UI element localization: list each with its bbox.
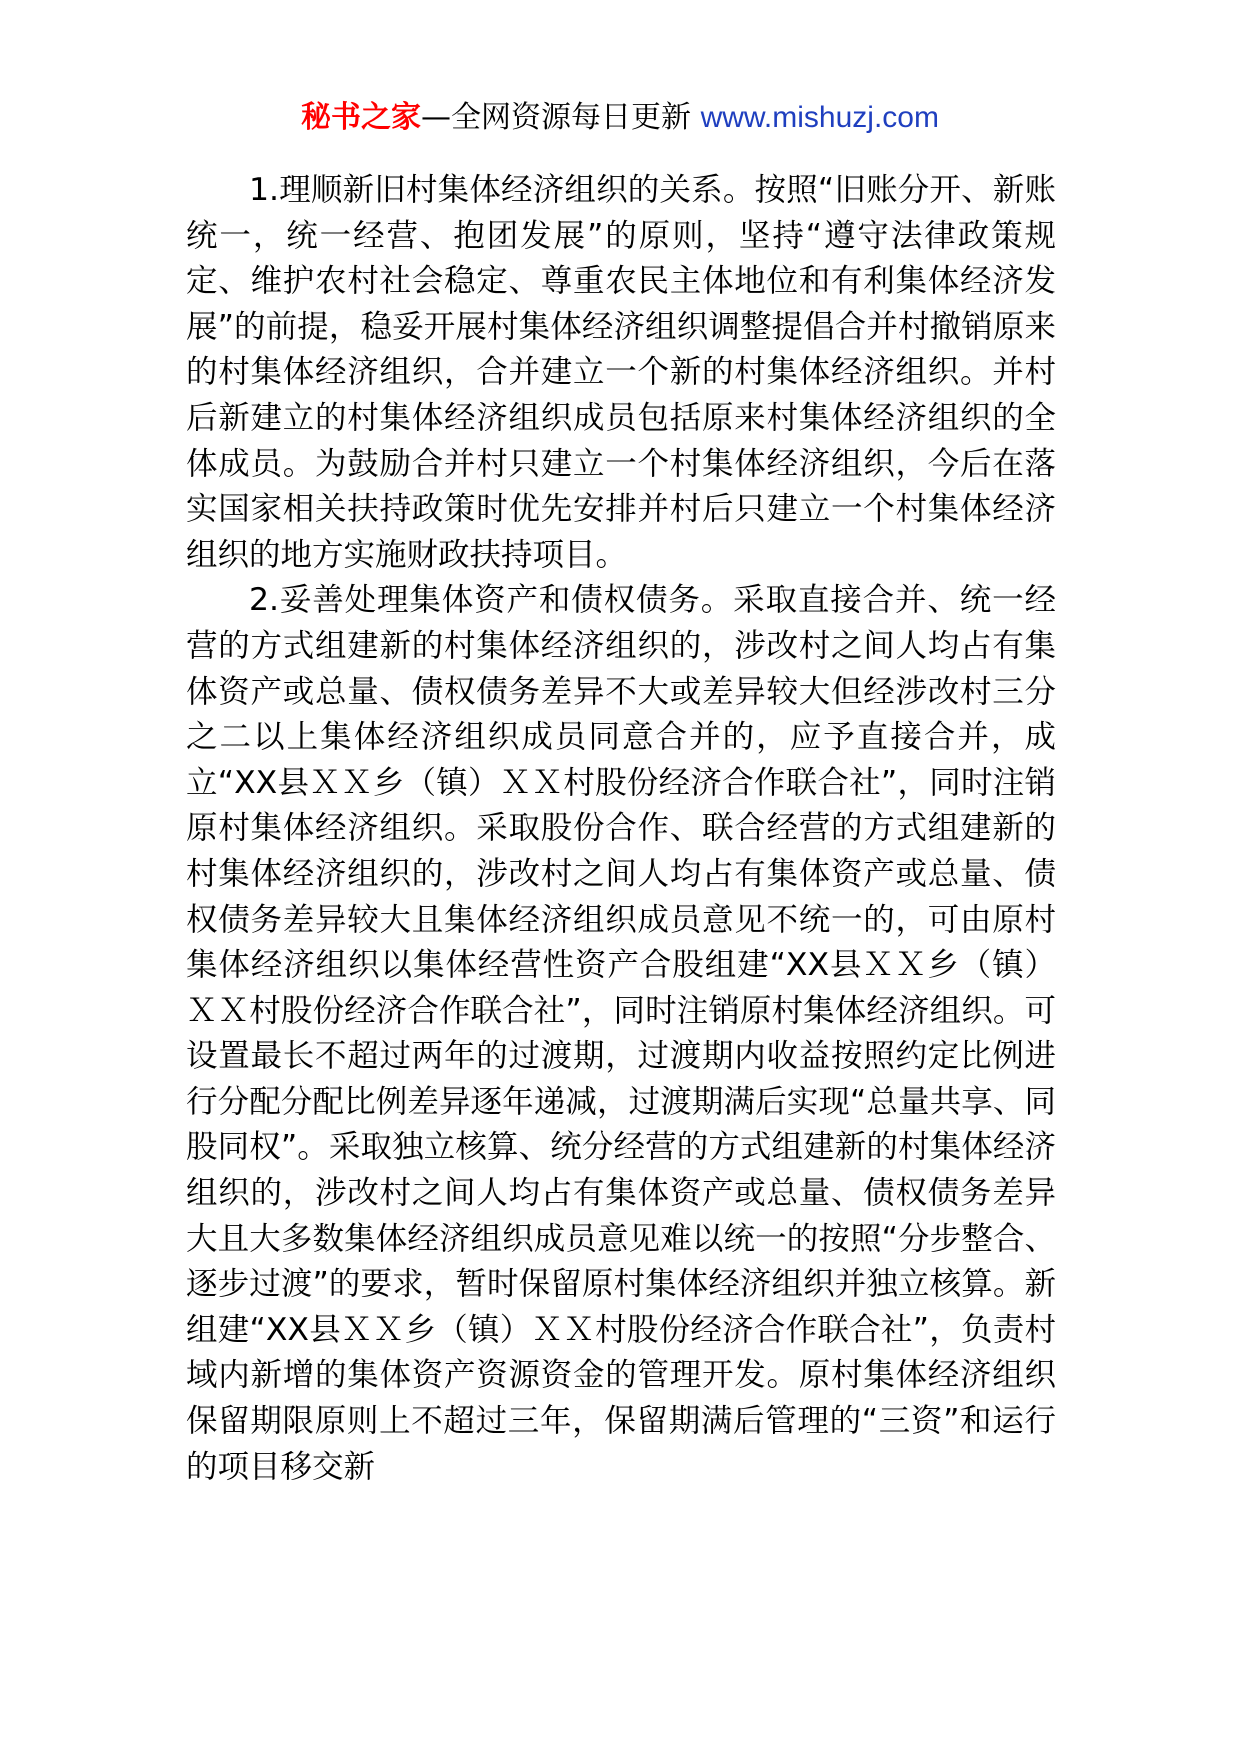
paragraph-2: 2.妥善处理集体资产和债权债务。采取直接合并、统一经营的方式组建新的村集体经济组织的，涉改村之间人均占有集体资产或总量、债权债务差异不大或差异较大但经涉改村三分之二以上集体经济组织成员同意合并的，应予直接合并，成立“XX县ＸＸ乡（镇）ＸＸ村股份经济合作联合社”，同时注销原村集体经济组织。采取股份合作、联合经营的方式组建新的村集体经济组织的，涉改村之间人均占有集体资产或总量、债权债务差异较大且集体经济组织成员意见不统一的，可由原村集体经济组织以集体经营性资产合股组建“XX县ＸＸ乡（镇）ＸＸ村股份经济合作联合社”，同时注销原村集体经济组织。可设置最长不超过两年的过渡期，过渡期内收益按照约定比例进行分配分配比例差异逐年递减，过渡期满后实现“总量共享、同股同权”。采取独立核算、统分经营的方式组建新的村集体经济组织的，涉改村之间人均占有集体资产或总量、债权债务差异大且大多数集体经济组织成员意见难以统一的按照“分步整合、逐步过渡”的要求，暂时保留原村集体经济组织并独立核算。新组建“XX县ＸＸ乡（镇）ＸＸ村股份经济合作联合社”，负责村域内新增的集体资产资源资金的管理开发。原村集体经济组织保留期限原则上不超过三年，保留期满后管理的“三资”和运行的项目移交新: [186, 582, 1056, 1485]
site-url-link[interactable]: www.mishuzj.com: [700, 101, 939, 134]
document-body: [186, 168, 1056, 1490]
header-tagline: —全网资源每日更新: [421, 100, 692, 135]
page-header: [0, 98, 1240, 138]
brand-name: 秘书之家: [301, 100, 422, 135]
paragraph-1: 1.理顺新旧村集体经济组织的关系。按照“旧账分开、新账统一，统一经营、抱团发展”的原则，坚持“遵守法律政策规定、维护农村社会稳定、尊重农民主体地位和有利集体经济发展”的前提，稳妥开展村集体经济组织调整提倡合并村撤销原来的村集体经济组织，合并建立一个新的村集体经济组织。并村后新建立的村集体经济组织成员包括原来村集体经济组织的全体成员。为鼓励合并村只建立一个村集体经济组织，今后在落实国家相关扶持政策时优先安排并村后只建立一个村集体经济组织的地方实施财政扶持项目。: [186, 172, 1056, 573]
